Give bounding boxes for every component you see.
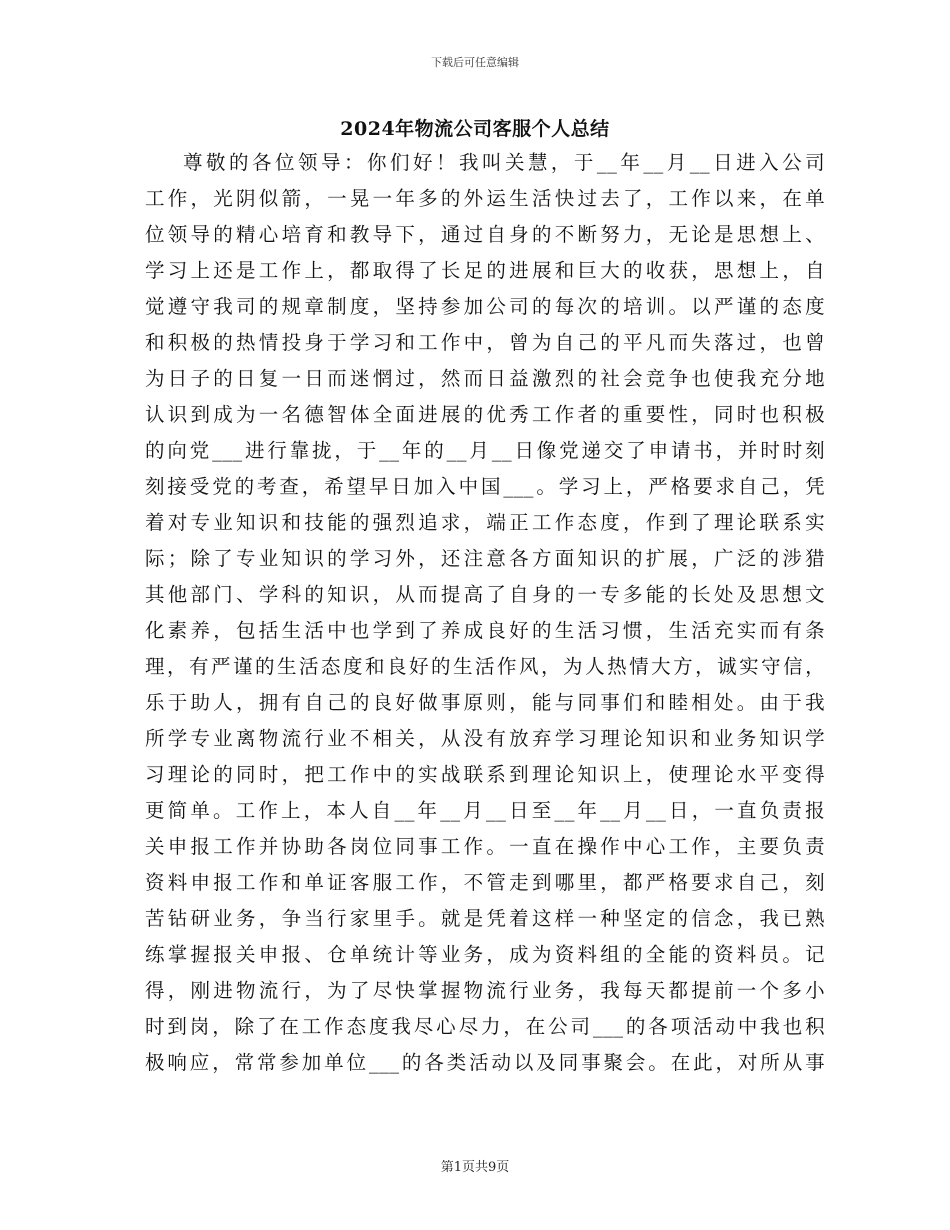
body-line: 习理论的同时，把工作中的实战联系到理论知识上，使理论水平变得: [145, 763, 825, 786]
body-line: 所学专业离物流行业不相关，从没有放弃学习理论知识和业务知识学: [145, 727, 825, 750]
body-line: 化素养，包括生活中也学到了养成良好的生活习惯，生活充实而有条: [145, 619, 825, 642]
body-line: 乐于助人，拥有自己的良好做事原则，能与同事们和睦相处。由于我: [145, 691, 825, 714]
body-line: 尊敬的各位领导：你们好！我叫关慧，于__年__月__日进入公司: [183, 151, 825, 174]
document-title: 2024年物流公司客服个人总结: [340, 118, 610, 140]
body-line: 的向党___进行靠拢，于__年的__月__日像党递交了申请书，并时时刻: [145, 439, 825, 462]
body-line: 时到岗，除了在工作态度我尽心尽力，在公司___的各项活动中我也积: [145, 1015, 825, 1038]
document-body: [145, 145, 825, 1081]
body-line: 关申报工作并协助各岗位同事工作。一直在操作中心工作，主要负责: [145, 835, 825, 858]
body-line: 理，有严谨的生活态度和良好的生活作风，为人热情大方，诚实守信，: [145, 655, 825, 678]
body-line: 和积极的热情投身于学习和工作中，曾为自己的平凡而失落过，也曾: [145, 331, 825, 354]
body-line: 觉遵守我司的规章制度，坚持参加公司的每次的培训。以严谨的态度: [145, 295, 825, 318]
page-number: 第1页共9页: [440, 1160, 510, 1175]
page-header-note: 下载后可任意编辑: [431, 56, 519, 69]
body-line: 更简单。工作上，本人自__年__月__日至__年__月__日，一直负责报: [145, 799, 825, 822]
body-line: 资料申报工作和单证客服工作，不管走到哪里，都严格要求自己，刻: [145, 871, 825, 894]
body-line: 苦钻研业务，争当行家里手。就是凭着这样一种坚定的信念，我已熟: [145, 907, 825, 930]
body-line: 着对专业知识和技能的强烈追求，端正工作态度，作到了理论联系实: [145, 511, 825, 534]
body-line: 认识到成为一名德智体全面进展的优秀工作者的重要性，同时也积极: [145, 403, 825, 426]
body-line: 工作，光阴似箭，一晃一年多的外运生活快过去了，工作以来，在单: [145, 187, 825, 210]
body-line: 其他部门、学科的知识，从而提高了自身的一专多能的长处及思想文: [145, 583, 825, 606]
body-line: 为日子的日复一日而迷惘过，然而日益激烈的社会竞争也使我充分地: [145, 367, 825, 390]
body-line: 学习上还是工作上，都取得了长足的进展和巨大的收获，思想上，自: [145, 259, 825, 282]
body-line: 得，刚进物流行，为了尽快掌握物流行业务，我每天都提前一个多小: [145, 979, 825, 1002]
body-line: 极响应，常常参加单位___的各类活动以及同事聚会。在此，对所从事: [145, 1051, 825, 1074]
body-line: 际；除了专业知识的学习外，还注意各方面知识的扩展，广泛的涉猎: [145, 547, 825, 570]
body-line: 位领导的精心培育和教导下，通过自身的不断努力，无论是思想上、: [145, 223, 825, 246]
body-line: 刻接受党的考查，希望早日加入中国___。学习上，严格要求自己，凭: [145, 475, 825, 498]
body-line: 练掌握报关申报、仓单统计等业务，成为资料组的全能的资料员。记: [145, 943, 825, 966]
